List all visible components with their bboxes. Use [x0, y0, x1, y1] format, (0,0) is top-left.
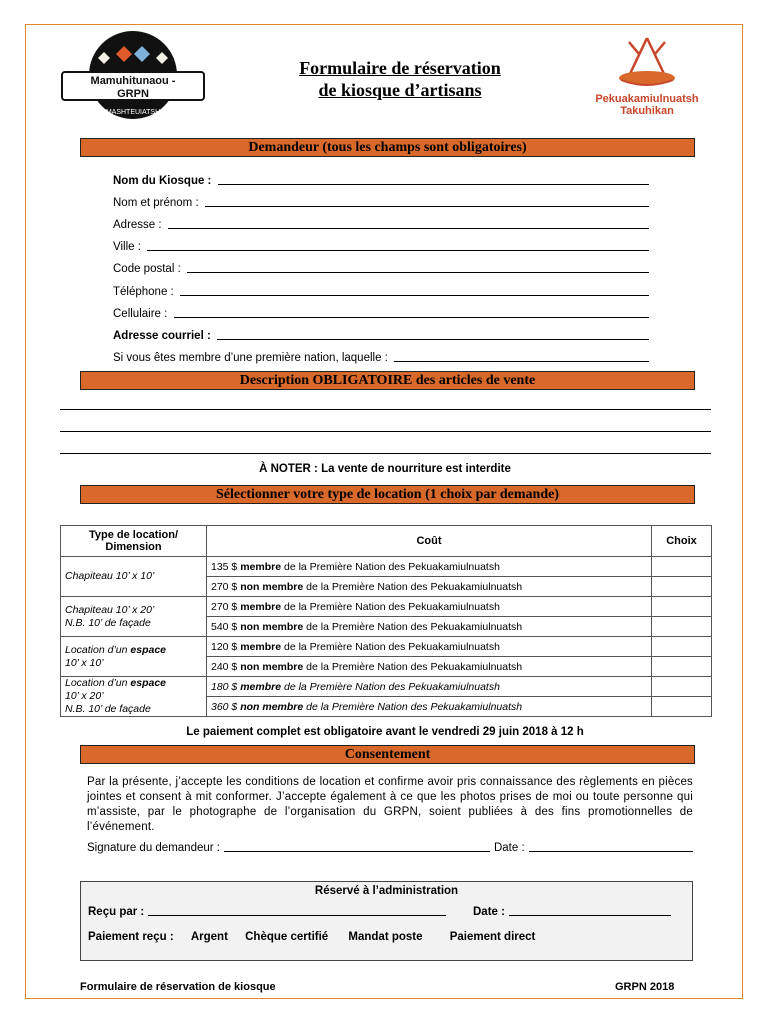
table-row: [61, 597, 712, 617]
choice-cell[interactable]: [652, 577, 712, 597]
description-line-1[interactable]: [60, 409, 711, 410]
price-rest: de la Première Nation des Pekuakamiulnuatsh: [281, 680, 500, 693]
logo-right-line2: Takuhikan: [620, 105, 674, 117]
signature-field[interactable]: [224, 851, 490, 852]
table-row: [61, 637, 712, 657]
location-type-text: Chapiteau 10’ x 10’: [65, 570, 155, 582]
price-rest: de la Première Nation des Pekuakamiulnuatsh: [303, 700, 523, 713]
price-rest: de la Première Nation des Pekuakamiulnuatsh: [303, 660, 523, 673]
price-strong: membre: [240, 560, 282, 573]
description-line-2[interactable]: [60, 431, 711, 432]
table-row: [61, 557, 712, 577]
price-amount: 360 $: [211, 700, 241, 713]
field-input[interactable]: [147, 250, 649, 251]
field-row: [113, 215, 649, 231]
price-rest: de la Première Nation des Pekuakamiulnuatsh: [303, 620, 523, 633]
location-table: [60, 525, 712, 717]
choice-cell[interactable]: [652, 697, 712, 717]
location-type: [61, 557, 207, 597]
payment-option-money-order[interactable]: Mandat poste: [348, 931, 423, 943]
price-strong: membre: [240, 600, 282, 613]
price-rest: de la Première Nation des Pekuakamiulnuatsh: [303, 580, 523, 593]
section-heading-applicant: Demandeur (tous les champs sont obligatoires): [80, 138, 695, 157]
location-type-text: espace: [130, 643, 167, 656]
col-cost: Coût: [207, 526, 652, 557]
field-label: Code postal :: [113, 263, 184, 275]
field-input[interactable]: [187, 272, 649, 273]
food-notice: À NOTER : La vente de nourriture est interdite: [259, 463, 511, 475]
field-label: Si vous êtes membre d’une première nation, laquelle :: [113, 352, 392, 364]
field-input[interactable]: [218, 184, 649, 185]
field-row: [113, 259, 649, 275]
signature-date-field[interactable]: [529, 851, 693, 852]
price-cell: [207, 677, 652, 697]
location-type-text: N.B. 10’ de façade: [65, 616, 151, 629]
logo-left-top: Mamuhitunaou -: [90, 75, 176, 87]
field-input[interactable]: [217, 339, 649, 340]
pekuakamiulnuatsh-logo: [577, 30, 717, 125]
price-cell: [207, 557, 652, 577]
payment-received-label: Paiement reçu :: [88, 931, 174, 943]
field-input[interactable]: [394, 361, 649, 362]
choice-cell[interactable]: [652, 597, 712, 617]
location-type-text: 10’ x 10’: [65, 656, 104, 669]
field-row: [113, 304, 649, 320]
choice-cell[interactable]: [652, 677, 712, 697]
location-type-text: Chapiteau 10’ x 20’: [65, 603, 155, 616]
field-label: Nom et prénom :: [113, 197, 202, 209]
payment-deadline: Le paiement complet est obligatoire avant le vendredi 29 juin 2018 à 12 h: [186, 726, 584, 738]
col-type: Type de location/ Dimension: [61, 526, 207, 557]
field-row: [113, 171, 649, 187]
description-line-3[interactable]: [60, 453, 711, 454]
price-rest: de la Première Nation des Pekuakamiulnuatsh: [281, 600, 500, 613]
price-amount: 180 $: [211, 680, 241, 693]
price-rest: de la Première Nation des Pekuakamiulnuatsh: [281, 560, 500, 573]
received-by-field[interactable]: [148, 915, 446, 916]
price-amount: 270 $: [211, 580, 241, 593]
location-type-text: espace: [130, 677, 167, 689]
signature-date-label: Date :: [493, 842, 525, 854]
admin-title: Réservé à l’administration: [314, 885, 459, 897]
field-label: Adresse courriel :: [113, 330, 214, 342]
price-strong: membre: [240, 640, 282, 653]
choice-cell[interactable]: [652, 657, 712, 677]
price-cell: [207, 697, 652, 717]
choice-cell[interactable]: [652, 617, 712, 637]
location-type: [61, 637, 207, 677]
field-label: Cellulaire :: [113, 308, 171, 320]
price-cell: [207, 577, 652, 597]
received-by-label: Reçu par :: [88, 906, 145, 918]
field-row: [113, 237, 649, 253]
price-strong: non membre: [240, 620, 304, 633]
field-label: Téléphone :: [113, 286, 177, 298]
field-input[interactable]: [205, 206, 649, 207]
section-heading-description: Description OBLIGATOIRE des articles de vente: [80, 371, 695, 390]
price-cell: [207, 657, 652, 677]
field-row: [113, 193, 649, 209]
field-input[interactable]: [180, 295, 649, 296]
location-type: [61, 677, 207, 717]
price-strong: membre: [240, 680, 282, 693]
logo-left-mid: GRPN: [117, 88, 149, 100]
price-strong: non membre: [240, 580, 304, 593]
price-cell: [207, 617, 652, 637]
footer-left: Formulaire de réservation de kiosque: [80, 981, 276, 993]
signature-label: Signature du demandeur :: [87, 842, 220, 854]
footer-right: GRPN 2018: [615, 981, 675, 993]
grpn-logo: [58, 28, 208, 123]
field-label: Adresse :: [113, 219, 165, 231]
price-amount: 135 $: [211, 560, 241, 573]
payment-option-direct[interactable]: Paiement direct: [449, 931, 536, 943]
consent-text: Par la présente, j’accepte les conditions de location et confirme avoir pris connaissance des règlements en pièces jointes et consent à mit conformer. J’accepte également à ce que les photos prises de moi ou toute personne qui m’assiste, par le photographe de l’organisation du GRPN, soient publiées à des fins promotionnelles de l’événement.: [87, 776, 693, 833]
price-amount: 120 $: [211, 640, 241, 653]
location-type-text: Location d’un: [65, 677, 131, 689]
field-input[interactable]: [174, 317, 649, 318]
price-cell: [207, 597, 652, 617]
section-heading-location: Sélectionner votre type de location (1 choix par demande): [80, 485, 695, 504]
location-type-text: Location d’un: [65, 643, 131, 656]
price-amount: 540 $: [211, 620, 241, 633]
admin-date-field[interactable]: [509, 915, 671, 916]
section-heading-consent: Consentement: [80, 745, 695, 764]
price-amount: 270 $: [211, 600, 241, 613]
field-label: Ville :: [113, 241, 145, 253]
table-row: [61, 677, 712, 697]
field-input[interactable]: [168, 228, 649, 229]
signature-row: [87, 842, 693, 854]
admin-box: [80, 881, 693, 961]
field-label: Nom du Kiosque :: [113, 175, 215, 187]
price-amount: 240 $: [211, 660, 241, 673]
choice-cell[interactable]: [652, 637, 712, 657]
payment-option-cheque[interactable]: Chèque certifié: [245, 931, 329, 943]
logo-right-line1: Pekuakamiulnuatsh: [595, 93, 699, 105]
payment-option-cash[interactable]: Argent: [190, 931, 228, 943]
choice-cell[interactable]: [652, 557, 712, 577]
logo-left-bottom: MASHTEUIATSH: [105, 109, 161, 116]
price-strong: non membre: [240, 700, 304, 713]
page-title: Formulaire de réservation de kiosque d’artisans: [299, 58, 501, 100]
field-row: [113, 326, 649, 342]
col-choice: Choix: [652, 526, 712, 557]
price-rest: de la Première Nation des Pekuakamiulnuatsh: [281, 640, 500, 653]
price-cell: [207, 637, 652, 657]
location-type: [61, 597, 207, 637]
admin-date-label: Date :: [473, 906, 505, 918]
price-strong: non membre: [240, 660, 304, 673]
location-type-text: 10’ x 20’ N.B. 10’ de façade: [65, 690, 151, 715]
field-row: [113, 282, 649, 298]
field-row: [113, 348, 649, 364]
